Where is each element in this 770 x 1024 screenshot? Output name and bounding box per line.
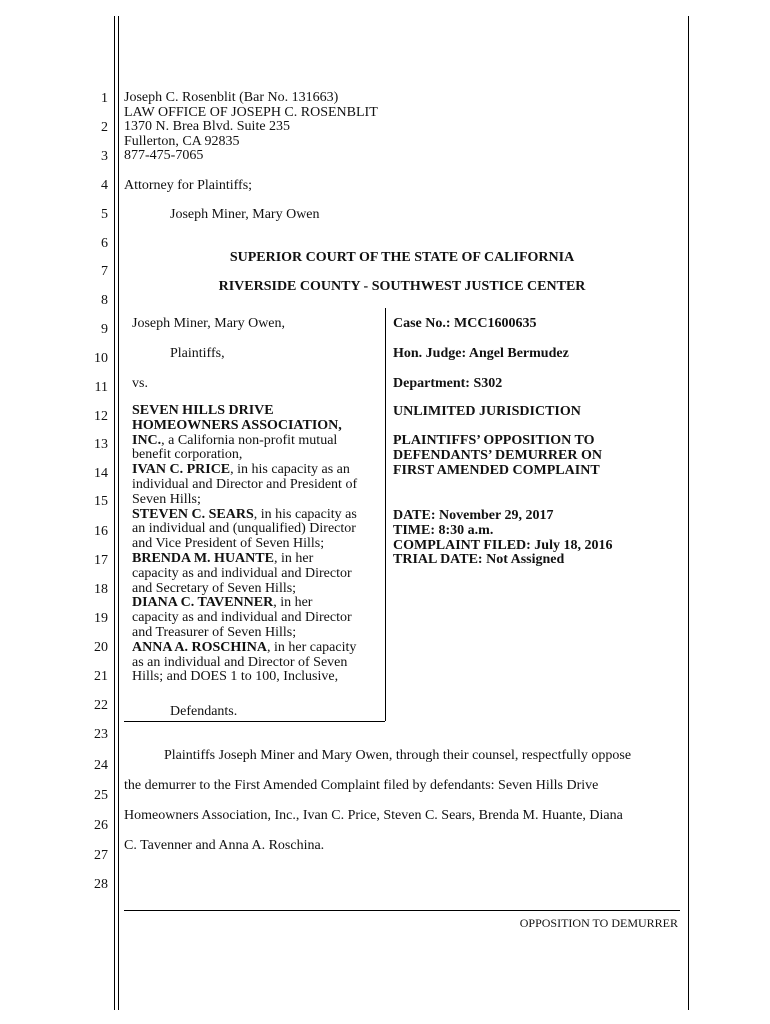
line-number: 15 <box>94 494 108 509</box>
line-number: 12 <box>94 409 108 424</box>
hearing-date: DATE: November 29, 2017 <box>393 508 554 523</box>
defendant-name: INC. <box>132 432 162 448</box>
line-number: 7 <box>101 264 108 279</box>
defendant-line <box>132 508 357 523</box>
caption-bottom-rule <box>124 721 385 722</box>
defendant-line <box>132 463 357 478</box>
defendants-list <box>132 404 357 685</box>
line-number: 22 <box>94 698 108 713</box>
line-number: 26 <box>94 818 108 833</box>
document-title <box>393 434 602 478</box>
attorney-clients: Joseph Miner, Mary Owen <box>170 207 320 222</box>
law-firm-name: LAW OFFICE OF JOSEPH C. ROSENBLIT <box>124 104 378 120</box>
attorney-block <box>124 91 378 164</box>
defendant-description: Hills; and DOES 1 to 100, Inclusive, <box>132 669 339 685</box>
plaintiffs-label: Plaintiffs, <box>170 346 225 361</box>
line-number: 21 <box>94 669 108 684</box>
court-county: RIVERSIDE COUNTY - SOUTHWEST JUSTICE CENTER <box>218 279 586 294</box>
defendant-name: IVAN C. PRICE <box>132 462 231 478</box>
attorney-name: Joseph C. Rosenblit (Bar No. 131663) <box>124 90 339 105</box>
defendant-description: , in his capacity as an <box>230 462 350 478</box>
right-margin-rule <box>688 16 689 1010</box>
defendant-line <box>132 537 357 552</box>
line-number: 27 <box>94 848 108 863</box>
line-number: 19 <box>94 611 108 626</box>
line-number: 5 <box>101 207 108 222</box>
defendant-line <box>132 478 357 493</box>
defendant-line <box>132 641 357 656</box>
case-number: Case No.: MCC1600635 <box>393 316 537 331</box>
complaint-filed: COMPLAINT FILED: July 18, 2016 <box>393 537 613 553</box>
line-number: 2 <box>101 120 108 135</box>
line-number: 11 <box>94 380 108 395</box>
line-number: 13 <box>94 437 108 452</box>
defendant-line <box>132 448 357 463</box>
defendants-label: Defendants. <box>170 704 238 719</box>
defendant-description: , in her capacity <box>266 639 357 655</box>
defendant-description: benefit corporation, <box>132 447 243 463</box>
court-name: SUPERIOR COURT OF THE STATE OF CALIFORNIA <box>229 250 575 265</box>
attorney-role: Attorney for Plaintiffs; <box>124 178 253 193</box>
defendant-description: and Vice President of Seven Hills; <box>132 536 325 552</box>
defendant-name: BRENDA M. HUANTE <box>132 550 274 566</box>
department: Department: S302 <box>393 376 503 391</box>
versus-label: vs. <box>132 376 148 391</box>
line-number: 24 <box>94 758 108 773</box>
body-line-2: the demurrer to the First Amended Complaint filed by defendants: Seven Hills Drive <box>124 778 599 793</box>
line-number: 23 <box>94 727 108 742</box>
hearing-info <box>393 509 612 568</box>
caption-divider <box>385 308 386 721</box>
defendant-description: , in her <box>273 550 314 566</box>
defendant-description: Seven Hills; <box>132 491 201 507</box>
defendant-name: SEVEN HILLS DRIVE <box>132 403 274 418</box>
defendant-name: HOMEOWNERS ASSOCIATION, <box>132 417 342 433</box>
street-address: 1370 N. Brea Blvd. Suite 235 <box>124 119 291 135</box>
line-number: 16 <box>94 524 108 539</box>
line-number: 1 <box>101 91 108 106</box>
defendant-description: and Treasurer of Seven Hills; <box>132 624 297 640</box>
left-margin-rule-inner <box>118 16 119 1010</box>
footer-rule <box>124 910 680 911</box>
body-line-4: C. Tavenner and Anna A. Roschina. <box>124 838 325 853</box>
defendant-line <box>132 582 357 597</box>
line-number: 9 <box>101 322 108 337</box>
line-number: 3 <box>101 149 108 164</box>
defendant-name: ANNA A. ROSCHINA <box>132 639 267 655</box>
defendant-line <box>132 596 357 611</box>
defendant-line <box>132 670 357 685</box>
defendant-name: STEVEN C. SEARS <box>132 506 254 522</box>
line-number: 14 <box>94 466 108 481</box>
defendant-line <box>132 522 357 537</box>
hearing-time: TIME: 8:30 a.m. <box>393 522 494 538</box>
line-number: 18 <box>94 582 108 597</box>
line-number: 20 <box>94 640 108 655</box>
defendant-description: , in her <box>273 595 313 611</box>
defendant-description: , in his capacity as <box>253 506 357 522</box>
line-number: 6 <box>101 236 108 251</box>
defendant-line <box>132 493 357 508</box>
defendant-line <box>132 626 357 641</box>
document-title-line: FIRST AMENDED COMPLAINT <box>393 462 600 478</box>
defendant-line <box>132 552 357 567</box>
left-margin-rule-outer <box>114 16 115 1010</box>
plaintiffs-names: Joseph Miner, Mary Owen, <box>132 316 286 331</box>
defendant-description: and Secretary of Seven Hills; <box>132 580 297 596</box>
defendant-description: individual and Director and President of <box>132 476 358 492</box>
document-title-line: DEFENDANTS’ DEMURRER ON <box>393 447 602 463</box>
body-line-1: Plaintiffs Joseph Miner and Mary Owen, through their counsel, respectfully oppose <box>164 748 632 763</box>
line-number: 10 <box>94 351 108 366</box>
trial-date: TRIAL DATE: Not Assigned <box>393 552 565 568</box>
defendant-line <box>132 611 357 626</box>
defendant-description: capacity as and individual and Director <box>132 565 352 581</box>
line-number: 25 <box>94 788 108 803</box>
defendant-description: as an individual and Director of Seven <box>132 654 348 670</box>
body-line-3: Homeowners Association, Inc., Ivan C. Price, Steven C. Sears, Brenda M. Huante, Diana <box>124 808 623 823</box>
defendant-line <box>132 419 357 434</box>
document-title-line: PLAINTIFFS’ OPPOSITION TO <box>393 433 595 448</box>
defendant-line <box>132 567 357 582</box>
line-number: 4 <box>101 178 108 193</box>
line-number: 8 <box>101 293 108 308</box>
defendant-name: DIANA C. TAVENNER <box>132 595 274 611</box>
defendant-description: an individual and (unqualified) Director <box>132 521 356 537</box>
defendant-description: , a California non-profit mutual <box>161 432 338 448</box>
footer-title: OPPOSITION TO DEMURRER <box>519 916 678 930</box>
line-number: 28 <box>94 877 108 892</box>
phone-number: 877-475-7065 <box>124 148 204 164</box>
defendant-line <box>132 434 357 449</box>
jurisdiction: UNLIMITED JURISDICTION <box>393 404 581 419</box>
line-number: 17 <box>94 553 108 568</box>
city-address: Fullerton, CA 92835 <box>124 133 240 149</box>
defendant-line <box>132 404 357 419</box>
defendant-line <box>132 656 357 671</box>
defendant-description: capacity as and individual and Director <box>132 610 352 626</box>
judge-name: Hon. Judge: Angel Bermudez <box>393 346 569 361</box>
